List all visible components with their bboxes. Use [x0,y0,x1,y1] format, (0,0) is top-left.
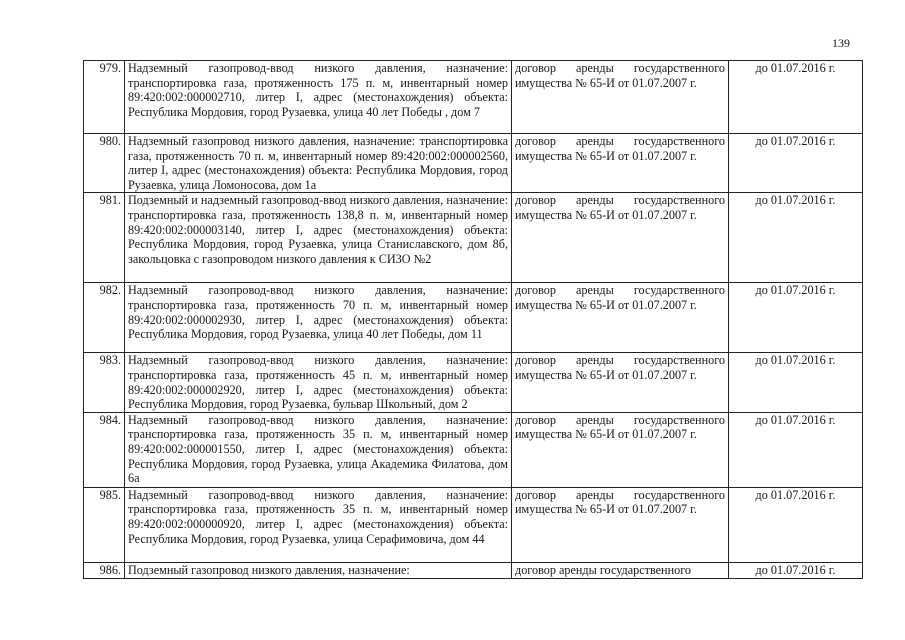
object-description: Надземный газопровод низкого давления, назначение: транспортировка газа, протяженность 70 п. м, инвентарный номер 89:420:002:000002560, литер I, адрес (местонахождения) объекта: Республика Мордовия, город Рузаевка, улица Ломоносова, дом 1а [125,134,512,193]
lease-term: до 01.07.2016 г. [729,61,863,134]
lease-term: до 01.07.2016 г. [729,412,863,487]
row-number: 981. [84,193,125,283]
table-row [84,412,863,487]
table-row [84,562,863,578]
lease-term: до 01.07.2016 г. [729,134,863,193]
object-description: Подземный и надземный газопровод-ввод низкого давления, назначение: транспортировка газа, протяженность 138,8 п. м, инвентарный номер 89:420:002:000003140, литер I, адрес (местонахождения) объекта: Республика Мордовия, город Рузаевка, улица Станиславского, дом 8б, закольцовка с газопроводом низкого давления к СИЗО №2 [125,193,512,283]
object-description: Надземный газопровод-ввод низкого давления, назначение: транспортировка газа, протяженность 35 п. м, инвентарный номер 89:420:002:000000920, литер I, адрес (местонахождения) объекта: Республика Мордовия, город Рузаевка, улица Серафимовича, дом 44 [125,487,512,562]
table-row [84,487,863,562]
object-description: Надземный газопровод-ввод низкого давления, назначение: транспортировка газа, протяженность 35 п. м, инвентарный номер 89:420:002:000001550, литер I, адрес (местонахождения) объекта: Республика Мордовия, город Рузаевка, улица Академика Филатова, дом 6а [125,412,512,487]
lease-term: до 01.07.2016 г. [729,487,863,562]
lease-term: до 01.07.2016 г. [729,283,863,353]
row-number: 984. [84,412,125,487]
lease-document: договор аренды государственного имущества № 65-И от 01.07.2007 г. [512,283,729,353]
lease-term: до 01.07.2016 г. [729,193,863,283]
table-row [84,61,863,134]
object-description: Надземный газопровод-ввод низкого давления, назначение: транспортировка газа, протяженность 70 п. м, инвентарный номер 89:420:002:000002930, литер I, адрес (местонахождения) объекта: Республика Мордовия, город Рузаевка, улица 40 лет Победы, дом 11 [125,283,512,353]
lease-term: до 01.07.2016 г. [729,353,863,412]
lease-document: договор аренды государственного имущества № 65-И от 01.07.2007 г. [512,353,729,412]
lease-document: договор аренды государственного имущества № 65-И от 01.07.2007 г. [512,487,729,562]
property-registry-table [83,60,863,579]
table-row [84,134,863,193]
lease-document: договор аренды государственного имущества № 65-И от 01.07.2007 г. [512,134,729,193]
row-number: 980. [84,134,125,193]
table-row [84,283,863,353]
row-number: 983. [84,353,125,412]
lease-document: договор аренды государственного имущества № 65-И от 01.07.2007 г. [512,412,729,487]
lease-document: договор аренды государственного имущества № 65-И от 01.07.2007 г. [512,193,729,283]
table-row [84,193,863,283]
object-description: Надземный газопровод-ввод низкого давления, назначение: транспортировка газа, протяженность 45 п. м, инвентарный номер 89:420:002:000002920, литер I, адрес (местонахождения) объекта: Республика Мордовия, город Рузаевка, бульвар Школьный, дом 2 [125,353,512,412]
object-description: Надземный газопровод-ввод низкого давления, назначение: транспортировка газа, протяженность 175 п. м, инвентарный номер 89:420:002:000002710, литер I, адрес (местонахождения) объекта: Республика Мордовия, город Рузаевка, улица 40 лет Победы , дом 7 [125,61,512,134]
object-description: Подземный газопровод низкого давления, назначение: [125,562,512,578]
row-number: 985. [84,487,125,562]
lease-document: договор аренды государственного [512,562,729,578]
row-number: 979. [84,61,125,134]
table-row [84,353,863,412]
lease-document: договор аренды государственного имущества № 65-И от 01.07.2007 г. [512,61,729,134]
row-number: 986. [84,562,125,578]
row-number: 982. [84,283,125,353]
page-number: 139 [832,36,850,50]
lease-term: до 01.07.2016 г. [729,562,863,578]
